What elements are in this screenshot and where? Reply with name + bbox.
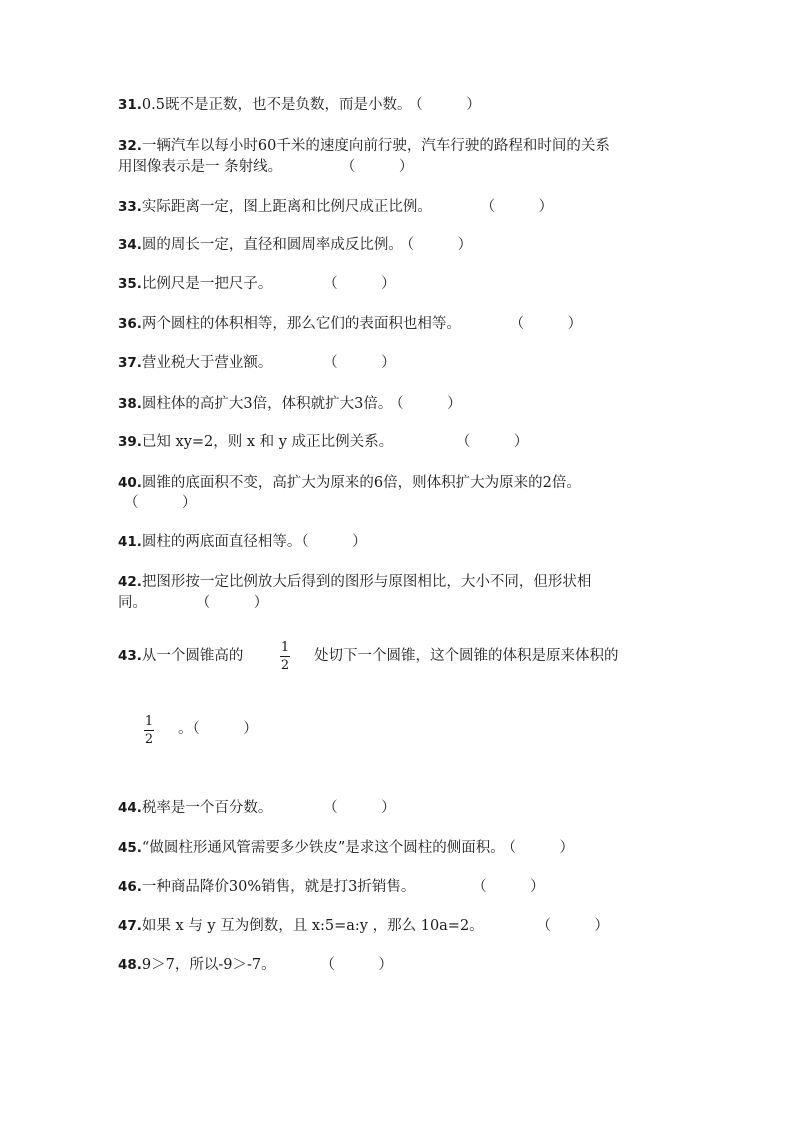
question-number: 31. (118, 97, 142, 113)
fraction-numerator: 1 (144, 714, 154, 729)
question-43 (118, 646, 243, 666)
question-text: 营业税大于营业额。 (141, 355, 273, 371)
answer-blank: （ ） (406, 237, 473, 253)
question-number: 42. (118, 574, 142, 590)
answer-blank: （ ） (192, 721, 258, 737)
answer-blank: （ ） (348, 159, 414, 175)
answer-blank: （ ） (463, 434, 529, 450)
question-text: 圆柱体的高扩大3倍，体积就扩大3倍。 (141, 396, 393, 412)
answer-blank: （ ） (415, 97, 481, 113)
question-45 (118, 838, 574, 858)
question-text: 一辆汽车以每小时60千米的速度向前行驶，汽车行驶的路程和时间的关系 (141, 138, 610, 154)
question-number: 48. (118, 957, 142, 973)
fraction-denominator: 2 (280, 658, 290, 673)
question-number: 34. (118, 237, 142, 253)
question-text: 如果 x 与 y 互为倒数，且 x:5=a:y ，那么 10a=2。 (141, 918, 484, 934)
question-text: 圆柱的两底面直径相等。 (141, 534, 302, 550)
question-number: 35. (118, 276, 142, 292)
question-number: 37. (118, 355, 142, 371)
question-text: 0.5既不是正数，也不是负数，而是小数。 (141, 97, 412, 113)
question-39 (118, 432, 528, 452)
question-40-line2 (124, 493, 197, 513)
question-text: 从一个圆锥高的 (141, 648, 244, 664)
question-text: “做圆柱形通风管需要多少铁皮”是求这个圆柱的侧面积。 (141, 840, 505, 856)
fraction-numerator: 1 (280, 640, 290, 655)
answer-blank: （ ） (543, 918, 609, 934)
question-text: 圆的周长一定，直径和圆周率成反比例。 (141, 237, 403, 253)
question-44 (118, 798, 396, 818)
question-41 (118, 532, 367, 552)
answer-blank: （ ） (301, 534, 367, 550)
question-number: 32. (118, 138, 142, 154)
question-43-line2 (178, 719, 258, 739)
question-43-continued (314, 646, 619, 666)
answer-blank: （ ） (124, 495, 197, 511)
question-text: 比例尺是一把尺子。 (141, 276, 273, 292)
question-31 (118, 95, 481, 115)
question-47 (118, 916, 609, 936)
fraction-bar (280, 656, 290, 657)
question-number: 45. (118, 840, 142, 856)
question-text-continued: 。 (178, 721, 193, 737)
question-34 (118, 235, 472, 255)
question-42 (118, 572, 591, 592)
question-text-continued: 用图像表示是一 条射线。 (118, 159, 283, 175)
question-number: 38. (118, 396, 142, 412)
question-text-continued: 处切下一个圆锥，这个圆锥的体积是原来体积的 (314, 648, 619, 664)
question-number: 33. (118, 199, 142, 215)
question-number: 39. (118, 434, 142, 450)
question-32 (118, 136, 610, 156)
question-text: 已知 xy=2，则 x 和 y 成正比例关系。 (141, 434, 394, 450)
question-48 (118, 955, 393, 975)
fraction-denominator: 2 (144, 732, 154, 747)
question-text: 9＞7，所以-9＞-7。 (141, 957, 276, 973)
answer-blank: （ ） (479, 879, 545, 895)
question-46 (118, 877, 545, 897)
question-text: 把图形按一定比例放大后得到的图形与原图相比，大小不同，但形状相 (141, 574, 592, 590)
question-32-line2 (118, 157, 413, 177)
fraction-one-half (144, 714, 154, 747)
question-number: 44. (118, 800, 142, 816)
fraction-bar (144, 730, 154, 731)
question-text: 圆锥的底面积不变，高扩大为原来的6倍，则体积扩大为原来的2倍。 (141, 475, 581, 491)
answer-blank: （ ） (487, 199, 554, 215)
question-number: 36. (118, 316, 142, 332)
question-number: 41. (118, 534, 142, 550)
question-text: 一种商品降价30%销售，就是打3折销售。 (141, 879, 416, 895)
question-40 (118, 473, 581, 493)
question-text-continued: 同。 (118, 595, 147, 611)
fraction-one-half (280, 640, 290, 673)
question-number: 43. (118, 648, 142, 664)
question-number: 46. (118, 879, 142, 895)
question-37 (118, 353, 396, 373)
answer-blank: （ ） (330, 355, 396, 371)
answer-blank: （ ） (330, 276, 396, 292)
question-text: 两个圆柱的体积相等，那么它们的表面积也相等。 (141, 316, 461, 332)
question-38 (118, 394, 462, 414)
answer-blank: （ ） (330, 800, 396, 816)
answer-blank: （ ） (508, 840, 574, 856)
question-number: 47. (118, 918, 142, 934)
question-36 (118, 314, 582, 334)
question-42-line2 (118, 593, 268, 613)
answer-blank: （ ） (516, 316, 583, 332)
question-35 (118, 274, 396, 294)
question-text: 实际距离一定，图上距离和比例尺成正比例。 (141, 199, 432, 215)
answer-blank: （ ） (327, 957, 393, 973)
question-number: 40. (118, 475, 142, 491)
answer-blank: （ ） (203, 595, 269, 611)
answer-blank: （ ） (396, 396, 462, 412)
question-text: 税率是一个百分数。 (141, 800, 273, 816)
question-33 (118, 197, 553, 217)
